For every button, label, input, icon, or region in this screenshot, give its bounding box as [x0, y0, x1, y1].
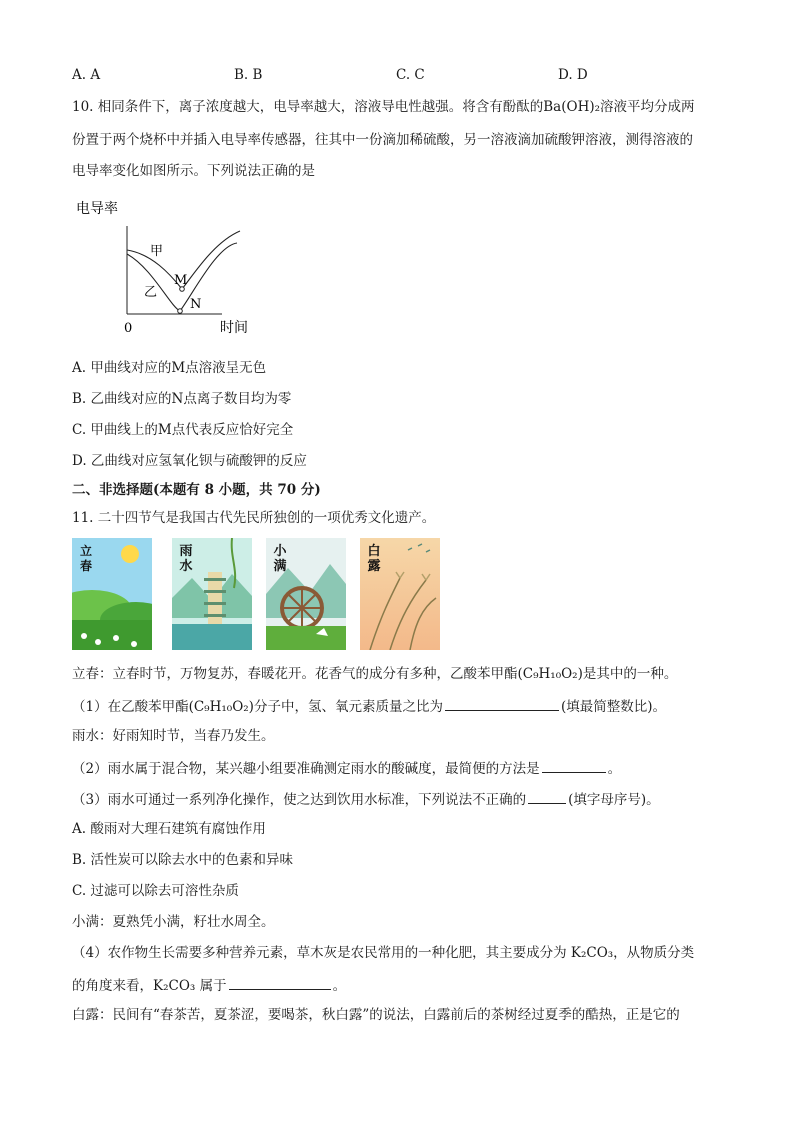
q11-intro: 11. 二十四节气是我国古代先民所独创的一项优秀文化遗产。 — [72, 510, 436, 526]
q11-sub4-line-1: （4）农作物生长需要多种营养元素，草木灰是农民常用的一种化肥，其主要成分为 K₂CO₃，从物质分类 — [72, 945, 695, 961]
q11-sub3-answer-blank[interactable] — [528, 789, 566, 804]
q11-sub2-answer-blank[interactable] — [542, 758, 606, 773]
q11-sub3-hint: (填字母序号)。 — [568, 792, 660, 808]
q11-sub1-answer-blank[interactable] — [445, 696, 559, 711]
q11-sub2-end: 。 — [607, 761, 622, 777]
conductivity-graph — [72, 196, 272, 338]
q11-sub4-answer-blank[interactable] — [229, 975, 331, 990]
poster-bailu-label: 白露 — [367, 544, 381, 574]
q10-option-c: C. 甲曲线上的M点代表反应恰好完全 — [72, 422, 294, 438]
q11-sub1-text: （1）在乙酸苯甲酯(C₉H₁₀O₂)分子中，氢、氧元素质量之比为 — [72, 699, 443, 715]
q11-sub4-line-2 — [72, 975, 346, 995]
poster-bailu — [360, 538, 440, 650]
poster-xiaoman-label: 小满 — [273, 544, 287, 574]
q11-xiaoman-text: 小满：夏熟凭小满，籽壮水周全。 — [72, 914, 275, 930]
q11-sub3-option-a: A. 酸雨对大理石建筑有腐蚀作用 — [72, 821, 266, 837]
q11-lichun-text: 立春：立春时节，万物复苏，春暖花开。花香气的成分有多种，乙酸苯甲酯(C₉H₁₀O₂)是其中的一种。 — [72, 666, 678, 682]
graph-xlabel: 时间 — [220, 320, 248, 336]
q10-option-d: D. 乙曲线对应氢氧化钡与硫酸钾的反应 — [72, 453, 307, 469]
q11-sub2-text: （2）雨水属于混合物，某兴趣小组要准确测定雨水的酸碱度，最简便的方法是 — [72, 761, 540, 777]
previous-question-options — [72, 67, 732, 85]
label-n: N — [190, 297, 202, 312]
q11-sub3 — [72, 789, 660, 809]
q11-sub4-end: 。 — [332, 978, 347, 994]
q10-text-line-2: 份置于两个烧杯中并插入电导率传感器，往其中一份滴加稀硫酸，另一溶液滴加硫酸钾溶液，测得溶液的 — [72, 132, 693, 148]
poster-lichun-label: 立春 — [79, 544, 92, 573]
q11-sub4-text: 的角度来看，K₂CO₃ 属于 — [72, 978, 227, 994]
q11-sub3-option-c: C. 过滤可以除去可溶性杂质 — [72, 883, 239, 899]
q11-sub2 — [72, 758, 621, 778]
poster-lichun — [72, 538, 152, 650]
q10-option-b: B. 乙曲线对应的N点离子数目均为零 — [72, 391, 292, 407]
option-b: B. B — [234, 67, 263, 83]
option-d: D. D — [558, 67, 588, 83]
q11-sub1 — [72, 696, 666, 716]
option-c: C. C — [396, 67, 425, 83]
graph-origin: 0 — [124, 321, 133, 336]
poster-xiaoman — [266, 538, 346, 650]
option-a: A. A — [72, 67, 101, 83]
q10-text-line-1: 10. 相同条件下，离子浓度越大，电导率越大，溶液导电性越强。将含有酚酞的Ba(OH)₂溶液平均分成两 — [72, 99, 695, 115]
label-yi: 乙 — [144, 285, 158, 300]
q10-option-a: A. 甲曲线对应的M点溶液呈无色 — [72, 360, 267, 376]
label-m: M — [174, 273, 188, 288]
label-jia: 甲 — [150, 244, 164, 259]
q11-sub3-option-b: B. 活性炭可以除去水中的色素和异味 — [72, 852, 294, 868]
poster-yushui-label: 雨水 — [179, 544, 193, 574]
q11-yushui-text: 雨水：好雨知时节，当春乃发生。 — [72, 728, 275, 744]
point-n-marker — [178, 309, 183, 314]
q11-bailu-text: 白露：民间有“春茶苦，夏茶涩，要喝茶，秋白露”的说法，白露前后的茶树经过夏季的酷热，正是它的 — [72, 1007, 680, 1023]
graph-ylabel: 电导率 — [76, 201, 118, 217]
q11-sub3-text: （3）雨水可通过一系列净化操作，使之达到饮用水标准，下列说法不正确的 — [72, 792, 527, 808]
q11-sub1-hint: (填最简整数比)。 — [560, 699, 666, 715]
section-header: 二、非选择题(本题有 8 小题，共 70 分) — [72, 482, 321, 498]
poster-yushui — [172, 538, 252, 650]
q10-text-line-3: 电导率变化如图所示。下列说法正确的是 — [72, 163, 315, 179]
